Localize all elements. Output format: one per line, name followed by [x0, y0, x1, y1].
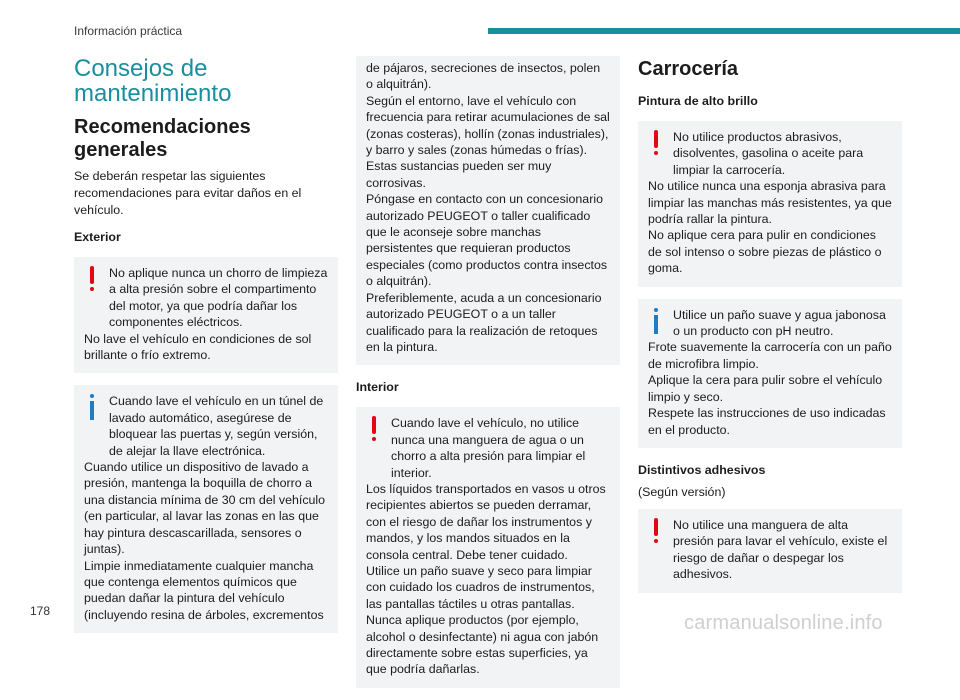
bodywork-heading: Carrocería — [638, 58, 739, 80]
continued-text-3: Póngase en contacto con un concesionario autorizado PEUGEOT o taller cualificado que le aconseje sobre manchas persistentes que requieran productos especiales (como productos contra insectos o alquitrán). — [366, 192, 608, 289]
paint-info-box — [638, 299, 902, 448]
info-text-2: Frote suavemente la carrocería con un paño de microfibra limpio. — [648, 340, 892, 371]
warning-icon — [648, 518, 666, 546]
exterior-info-box-continued — [356, 56, 620, 365]
column-2 — [356, 56, 620, 700]
warning-text: No utilice productos abrasivos, disolventes, gasolina o aceite para limpiar la carrocería. — [673, 130, 864, 177]
page-title: Consejos de mantenimiento — [74, 55, 232, 107]
warning-text-2: No lave el vehículo en condiciones de sol brillante o frío extremo. — [84, 331, 312, 363]
warning-text: Cuando lave el vehículo, no utilice nunca una manguera de agua o un chorro a alta presión para limpiar el interior. — [391, 416, 586, 480]
info-icon — [648, 308, 666, 336]
general-recommendations-heading: Recomendaciones generales — [74, 116, 251, 161]
info-text-3: Aplique la cera para pulir sobre el vehículo limpio y seco. — [648, 373, 883, 404]
section-header: Información práctica — [74, 24, 183, 38]
info-text: Utilice un paño suave y agua jabonosa o un producto con pH neutro. — [673, 307, 886, 339]
info-icon — [84, 394, 102, 422]
warning-icon — [84, 266, 102, 294]
interior-warning-box — [356, 407, 620, 688]
exterior-subheading: Exterior — [74, 230, 121, 244]
warning-text: No utilice una manguera de alta presión para lavar el vehículo, existe el riesgo de dañar o despegar los adhesivos. — [673, 517, 888, 582]
header-accent-bar — [488, 28, 960, 34]
intro-text: Se deberán respetar las siguientes recomendaciones para evitar daños en el vehículo. — [74, 169, 302, 217]
continued-text-2: Según el entorno, lave el vehículo con frecuencia para retirar acumulaciones de sal (zonas costeras), hollín (zonas industriales), y barro y sales (zonas húmedas o frías). Estas sustancias pueden ser muy corrosivas. — [366, 93, 610, 190]
info-text: Cuando lave el vehículo en un túnel de lavado automático, asegúrese de bloquear las puertas y, según versión, de alejar la llave electrónica. — [109, 394, 324, 458]
info-text-3: Limpie inmediatamente cualquier mancha que contenga elementos químicos que puedan dañar la pintura del vehículo (incluyendo resina de árboles, excrementos — [84, 558, 324, 622]
warning-text-2: Los líquidos transportados en vasos u otros recipientes abiertos se pueden derramar, con el riesgo de dañar los instrumentos y mandos, y los mandos situados en la consola central. Debe tener cuidado. — [366, 481, 606, 562]
warning-text-3: Utilice un paño suave y seco para limpiar con cuidado los cuadros de instrumentos, las pantallas táctiles u otras pantallas. — [366, 563, 595, 611]
warning-text-4: Nunca aplique productos (por ejemplo, alcohol o desinfectante) ni agua con jabón directamente sobre estas superficies, ya que podría dañarlas. — [366, 613, 599, 677]
warning-text: No aplique nunca un chorro de limpieza a alta presión sobre el compartimento del motor, ya que podría dañar los componentes eléctricos. — [109, 266, 328, 330]
version-note: (Según versión) — [638, 484, 726, 499]
warning-icon — [366, 416, 384, 444]
interior-subheading: Interior — [356, 380, 399, 395]
column-3 — [638, 56, 902, 605]
exterior-warning-box — [74, 257, 338, 373]
continued-text-4: Preferiblemente, acuda a un concesionario autorizado PEUGEOT o a un taller cualificado para la realización de retoques en la pintura. — [366, 290, 602, 354]
exterior-info-box — [74, 385, 338, 633]
adhesive-decals-subheading: Distintivos adhesivos — [638, 462, 766, 477]
warning-icon — [648, 130, 666, 158]
paint-warning-box — [638, 121, 902, 287]
warning-text-3: No aplique cera para pulir en condiciones de sol intenso o sobre piezas de plástico o goma. — [648, 228, 882, 276]
watermark: carmanualsonline.info — [684, 612, 883, 634]
page-number: 178 — [30, 604, 51, 618]
warning-text-2: No utilice nunca una esponja abrasiva para limpiar las manchas más resistentes, ya que podría rallar la pintura. — [648, 179, 892, 227]
continued-text-1: de pájaros, secreciones de insectos, polen o alquitrán). — [366, 61, 601, 92]
info-text-2: Cuando utilice un dispositivo de lavado a presión, mantenga la boquilla de chorro a una distancia mínima de 30 cm del vehículo (en particular, al lavar las zonas en las que hay pintura descascarillada, sensores o juntas). — [84, 460, 326, 557]
decals-warning-box — [638, 509, 902, 593]
info-text-4: Respete las instrucciones de uso indicadas en el producto. — [648, 406, 886, 437]
column-1 — [74, 56, 338, 645]
high-gloss-paint-subheading: Pintura de alto brillo — [638, 94, 758, 108]
